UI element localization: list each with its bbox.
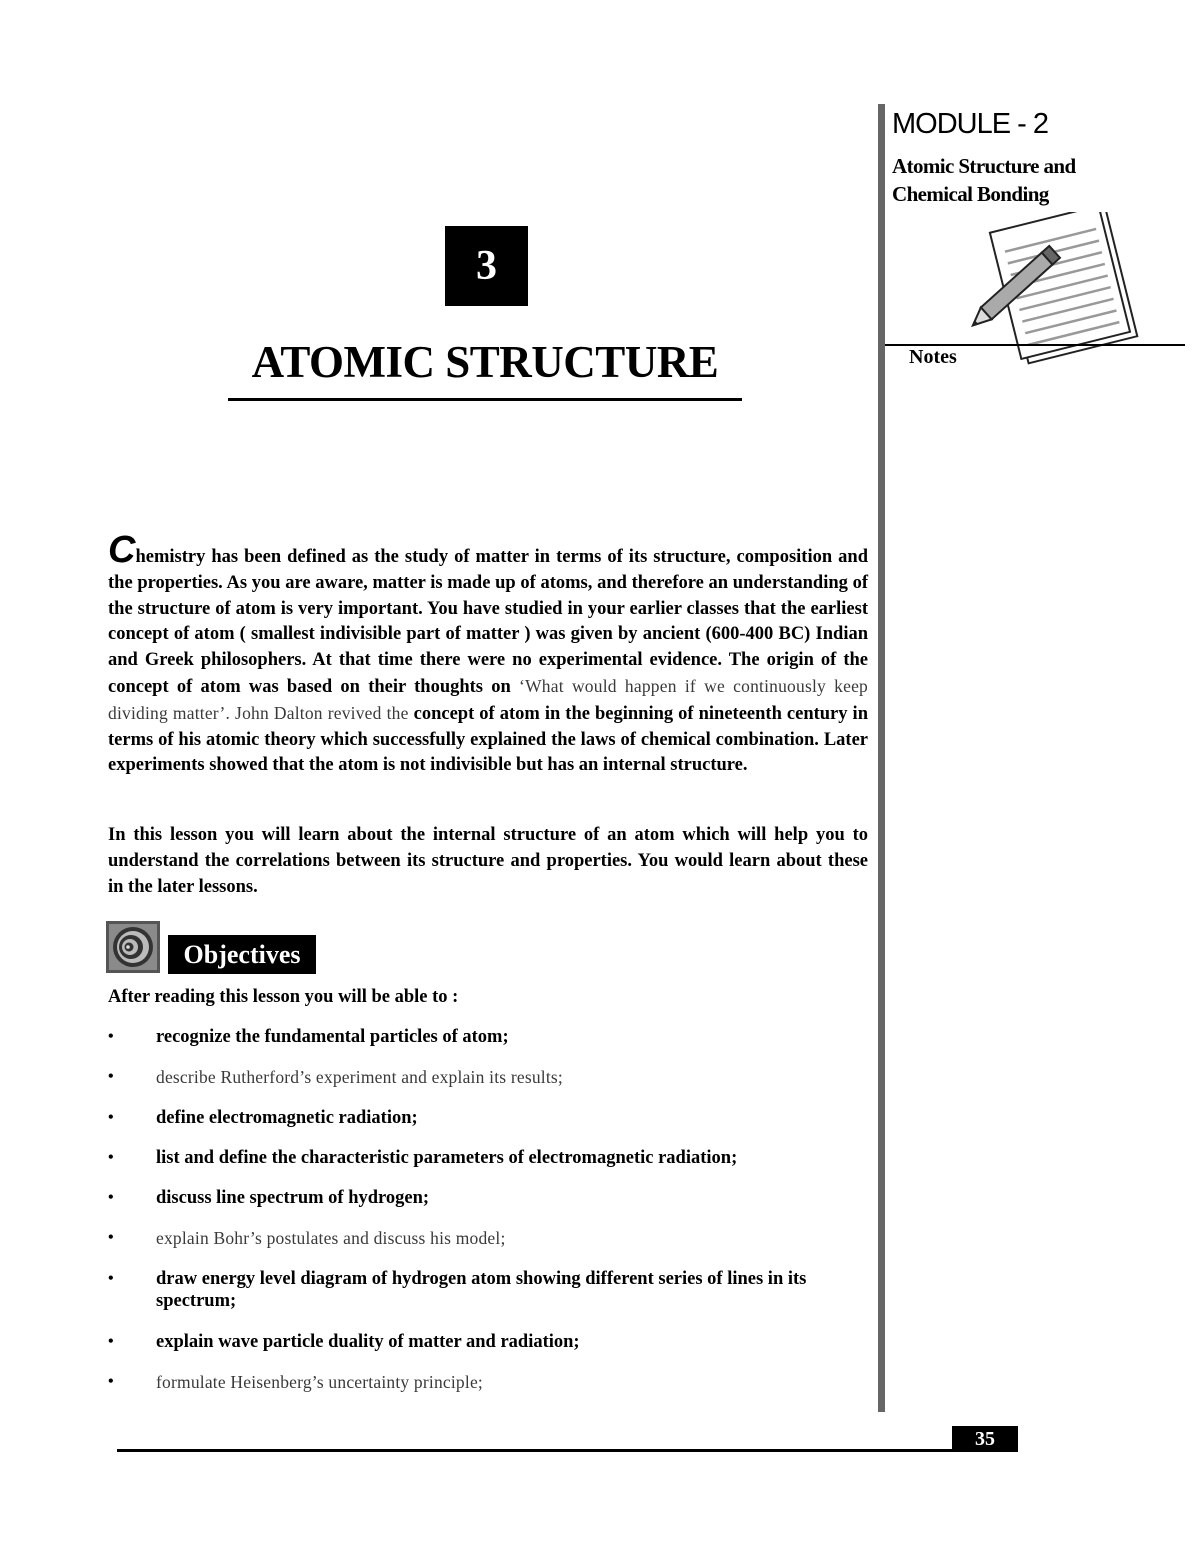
intro-text-bold-1: hemistry has been defined as the study of matter in terms of its structure, composition and the properties. As you are aware, matter is made up of atoms, and therefore an understanding of the structure of atom is very important. You have studied in your earlier classes that the earliest concept of atom ( smallest indivisible part of matter ) was given by ancient (600-400 BC) Indian and Greek philosophers. At that time there were no experimental evidence. The origin of the concept of atom was based on their thoughts on [108, 547, 868, 697]
intro-text-light: ‘What would happen if we continuously keep dividing matter’. John Dalton revived the [108, 675, 868, 723]
chapter-title: ATOMIC STRUCTURE [251, 337, 719, 387]
bullet: • [108, 1229, 114, 1246]
bullet: • [108, 1028, 114, 1045]
module-subtitle-line2: Chemical Bonding [892, 182, 1049, 206]
intro-paragraph-2: In this lesson you will learn about the internal structure of an atom which will help you to understand the correlations between its structure and properties. You would learn about these in the later lessons. [108, 825, 868, 897]
objective-text: define electromagnetic radiation; [156, 1108, 418, 1128]
list-item [108, 1187, 870, 1209]
objective-text: describe Rutherford’s experiment and explain its results; [156, 1067, 563, 1087]
list-item [108, 1331, 870, 1353]
spiral-target-icon [106, 921, 160, 973]
footer-rule [117, 1449, 1017, 1452]
bullet: • [108, 1149, 114, 1166]
notes-label: Notes [909, 346, 957, 368]
list-item [108, 1268, 870, 1312]
title-underline [228, 398, 742, 401]
objective-text: list and define the characteristic parameters of electromagnetic radiation; [156, 1148, 738, 1168]
objective-text: recognize the fundamental particles of atom; [156, 1027, 509, 1047]
objective-text: draw energy level diagram of hydrogen atom showing different series of lines in its spectrum; [156, 1269, 807, 1311]
chapter-number: 3 [445, 226, 528, 306]
bullet: • [108, 1270, 114, 1287]
bullet: • [108, 1189, 114, 1206]
objective-text: explain wave particle duality of matter and radiation; [156, 1332, 580, 1352]
list-item [108, 1147, 870, 1169]
bullet: • [108, 1333, 114, 1350]
objective-text: discuss line spectrum of hydrogen; [156, 1188, 430, 1208]
module-subtitle-line1: Atomic Structure and [892, 154, 1076, 178]
notepad-pencil-icon [960, 212, 1140, 372]
list-item [108, 1066, 870, 1089]
bullet: • [108, 1068, 114, 1085]
objective-text: explain Bohr’s postulates and discuss his model; [156, 1228, 506, 1248]
margin-vertical-rule [878, 104, 885, 1412]
objectives-intro: After reading this lesson you will be able to : [108, 987, 459, 1007]
bullet: • [108, 1373, 114, 1390]
drop-cap: C [108, 529, 136, 571]
module-subtitle [892, 152, 1122, 208]
objective-text: formulate Heisenberg’s uncertainty principle; [156, 1372, 483, 1392]
bullet: • [108, 1109, 114, 1126]
list-item [108, 1227, 870, 1250]
module-label: MODULE - 2 [892, 108, 1048, 140]
list-item [108, 1371, 870, 1394]
page-number: 35 [952, 1426, 1018, 1452]
intro-text-bold-2: concept of atom in the beginning of nineteenth century in terms of his atomic theory which successfully explained the laws of chemical combination. Later experiments showed that the atom is not indivisible but has an internal structure. [108, 703, 868, 776]
intro-paragraph-1 [108, 529, 868, 779]
list-item [108, 1026, 870, 1048]
list-item [108, 1107, 870, 1129]
objectives-heading: Objectives [168, 935, 316, 974]
objectives-list [108, 1026, 870, 1412]
